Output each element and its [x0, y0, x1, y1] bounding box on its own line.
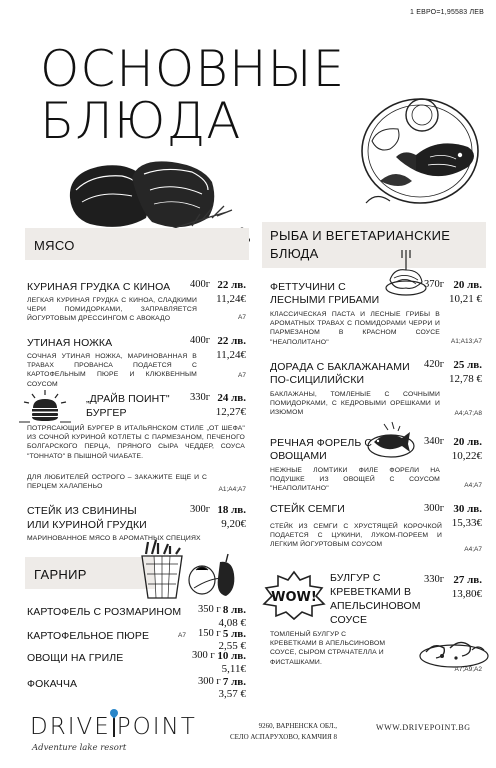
garnish-name: КАРТОФЕЛЬ С РОЗМАРИНОМ [27, 606, 182, 618]
dish-price: 30 лв. [453, 503, 482, 515]
dish-weight: 400г [190, 279, 211, 290]
dish-description: СОЧНАЯ УТИНАЯ НОЖКА, МАРИНОВАННАЯ В ТРАВАХ ПРОВАНСА ПОДАЕТСЯ С КАРТОФЕЛЬНЫМ ПЮРЕ И КЛЮКВЕННЫМ СОУСОМ [27, 353, 197, 388]
dish-price: 20 лв. [453, 436, 482, 448]
dish-weight: 300г [190, 504, 211, 515]
garnish-weight: 150 г [198, 628, 221, 639]
dish-price: 18 лв. [217, 504, 246, 516]
section-heading-fish-line2: БЛЮДА [270, 246, 319, 261]
dish-description: ЛЕГКАЯ КУРИНАЯ ГРУДКА С КИНОА, СЛАДКИМИ ЧЕРИ ПОМИДОРКАМИ, ЗАПРАВЛЯЕТСЯ ЙОГУРТОВЫМ ДРЕССИНГОМ С АВОКАДО [27, 297, 197, 323]
fries-vegetables-illustration [136, 540, 242, 600]
garnish-price-eur: 5,11€ [221, 663, 246, 675]
dish-name-line1: ФЕТТУЧИНИ С [270, 281, 346, 293]
dish-allergens: A7 [238, 314, 246, 321]
garnish-weight: 350 г [198, 604, 221, 615]
garnish-price-eur: 3,57 € [218, 688, 246, 700]
wow-badge [262, 570, 326, 620]
footer-address-line2: СЕЛО АСПАРУХОВО, КАМЧИЯ 8 [229, 733, 337, 741]
dish-weight: 370г [424, 279, 445, 290]
garnish-name: ОВОЩИ НА ГРИЛЕ [27, 652, 124, 664]
garnish-price: 5 лв. [222, 628, 246, 640]
garnish-price-eur: 2,55 € [218, 640, 246, 652]
dish-price: 20 лв. [453, 279, 482, 291]
footer-website[interactable]: WWW.DRIVEPOINT.BG [376, 723, 471, 732]
dish-price-eur: 10,22€ [451, 450, 482, 462]
dish-price: 27 лв. [453, 574, 482, 586]
dish-weight: 340г [424, 436, 445, 447]
dish-allergens: A1;A4;A7 [218, 486, 246, 493]
pasta-fork-icon [384, 250, 428, 298]
dish-price-eur: 15,33€ [451, 517, 482, 529]
dish-name-line2: ЛЕСНЫМИ ГРИБАМИ [270, 294, 380, 306]
dish-name-line3: АПЕЛЬСИНОВОМ [330, 600, 421, 612]
page-title-line2: БЛЮДА [40, 92, 242, 150]
section-heading-garnish: ГАРНИР [34, 567, 87, 582]
dish-allergens: A1;A13;A7 [450, 338, 482, 345]
dish-name-line2: КРЕВЕТКАМИ В [330, 586, 412, 598]
brand-logo [30, 714, 197, 740]
dish-name-line1: БУЛГУР С [330, 572, 381, 584]
dish-name: СТЕЙК СЕМГИ [270, 503, 345, 515]
dish-name-line2: ОВОЩАМИ [270, 450, 327, 462]
garnish-name: КАРТОФЕЛЬНОЕ ПЮРЕ [27, 630, 150, 642]
garnish-weight: 300 г [192, 650, 215, 661]
garnish-allergens: A7 [178, 632, 186, 639]
dish-price-eur: 9,20€ [221, 518, 246, 530]
dish-price-eur: 12,78 € [449, 373, 482, 385]
dish-description-extra: ДЛЯ ЛЮБИТЕЛЕЙ ОСТРОГО – ЗАКАЖИТЕ ЕЩЕ И С ПЕРЦЕМ ХАЛАПЕНЬО [27, 474, 207, 491]
dish-description: БАКЛАЖАНЫ, ТОМЛЕНЫЕ С СОЧНЫМИ ПОМИДОРКАМИ, С КЕДРОВЫМИ ОРЕШКАМИ И ИЗЮМОМ [270, 391, 440, 417]
garnish-weight: 300 г [198, 676, 221, 687]
garnish-price: 7 лв. [222, 676, 246, 688]
dish-name-line1: СТЕЙК ИЗ СВИНИНЫ [27, 505, 137, 517]
fish-plate-illustration [356, 85, 492, 215]
logo-pin-icon [113, 715, 115, 737]
garnish-price-eur: 4,08 € [218, 617, 246, 629]
garnish-price: 8 лв. [222, 604, 246, 616]
shrimp-bowl-icon [416, 636, 492, 670]
dish-name: КУРИНАЯ ГРУДКА С КИНОА [27, 281, 171, 293]
exchange-rate: 1 ЕВРО=1,95583 ЛЕВ [409, 9, 484, 16]
dish-name-line2: БУРГЕР [86, 407, 127, 419]
dish-price-eur: 10,21 € [449, 293, 482, 305]
dish-name-line1: ДОРАДА С БАКЛАЖАНАМИ [270, 361, 410, 373]
dish-name-line2: ПО-СИЦИЛИЙСКИ [270, 374, 365, 386]
dish-description: МАРИНОВАННОЕ МЯСО В АРОМАТНЫХ СПЕЦИЯХ [27, 535, 201, 542]
dish-allergens: A7 [238, 372, 246, 379]
dish-weight: 420г [424, 359, 445, 370]
dish-price: 24 лв. [217, 392, 246, 404]
section-heading-meat: МЯСО [34, 238, 75, 253]
dish-allergens: A4;A7 [464, 546, 482, 553]
dish-description: ТОМЛЕНЫЙ БУЛГУР С КРЕВЕТКАМИ В АПЕЛЬСИНОВОМ СОУСЕ, СЫРОМ СТРАЧАТЕЛЛА И ФИСТАШКАМИ. [270, 631, 386, 666]
dish-price: 22 лв. [217, 335, 246, 347]
page-title-line1: ОСНОВНЫЕ [40, 40, 346, 98]
dish-description: КЛАССИЧЕСКАЯ ПАСТА И ЛЕСНЫЕ ГРИБЫ В АРОМАТНЫХ ТРАВАХ С ПОМИДОРАМИ ЧЕРРИ И ПАРМЕЗАНОМ В КРАСНОМ СОУСЕ "НЕАПОЛИТАНО" [270, 311, 440, 346]
dish-price: 22 лв. [217, 279, 246, 291]
garnish-name: ФОКАЧЧА [27, 678, 78, 690]
garnish-price: 10 лв. [217, 650, 246, 662]
brand-tagline: Adventure lake resort [32, 743, 127, 753]
dish-price-eur: 13,80€ [451, 588, 482, 600]
dish-name-line1: „ДРАЙВ ПОИНТ" [86, 393, 170, 405]
dish-description: ПОТРЯСАЮЩИЙ БУРГЕР В ИТАЛЬЯНСКОМ СТИЛЕ „ОТ ШЕФА" ИЗ СОЧНОЙ КУРИНОЙ КОТЛЕТЫ С ПАРМЕЗАНОМ, ПЕЧЕНОГО БОЛГАРСКОГО ПЕРЦА, ПРЯНОГО СЫРА ЧЕДДЕР, СОУСА "ТОННАТО" В ПЫШНОЙ ЧИАБАТЕ. [27, 425, 245, 460]
dish-weight: 400г [190, 335, 211, 346]
dish-allergens: A4;A7 [464, 482, 482, 489]
dish-weight: 300г [424, 503, 445, 514]
wow-badge-text: WOW! [271, 590, 317, 605]
dish-price-eur: 11,24€ [216, 293, 246, 305]
dish-name-line4: СОУСЕ [330, 614, 368, 626]
dish-weight: 330г [424, 574, 445, 585]
footer-address-line1: 9260, ВАРНЕНСКА ОБЛ., [258, 722, 337, 730]
fish-dish-icon [366, 420, 416, 460]
dish-allergens: A7;A9;A2 [454, 666, 482, 673]
section-heading-fish-line1: РЫБА И ВЕГЕТАРИАНСКИЕ [270, 228, 451, 243]
dish-name-line2: ИЛИ КУРИНОЙ ГРУДКИ [27, 519, 147, 531]
brand-logo-right: POINT [116, 714, 197, 740]
dish-name-line1: РЕЧНАЯ ФОРЕЛЬ С [270, 437, 373, 449]
brand-logo-left: DRIVE [30, 714, 111, 740]
dish-price-eur: 11,24€ [216, 349, 246, 361]
dish-description: НЕЖНЫЕ ЛОМТИКИ ФИЛЕ ФОРЕЛИ НА ПОДУШКЕ ИЗ ОВОЩЕЙ С СОУСОМ "НЕАПОЛИТАНО" [270, 467, 440, 493]
dish-price: 25 лв. [453, 359, 482, 371]
dish-description: СТЕЙК ИЗ СЕМГИ С ХРУСТЯЩЕЙ КОРОЧКОЙ ПОДАЕТСЯ С ЦУКИНИ, ЛУКОМ-ПОРЕЕМ И ЛЕГКИМ ЙОГУРТОВЫМ СОУСОМ [270, 523, 442, 549]
dish-weight: 330г [190, 392, 211, 403]
burger-icon [18, 388, 72, 424]
dish-allergens: A4;A7;A8 [454, 410, 482, 417]
dish-name: УТИНАЯ НОЖКА [27, 337, 113, 349]
dish-price-eur: 12,27€ [215, 406, 246, 418]
